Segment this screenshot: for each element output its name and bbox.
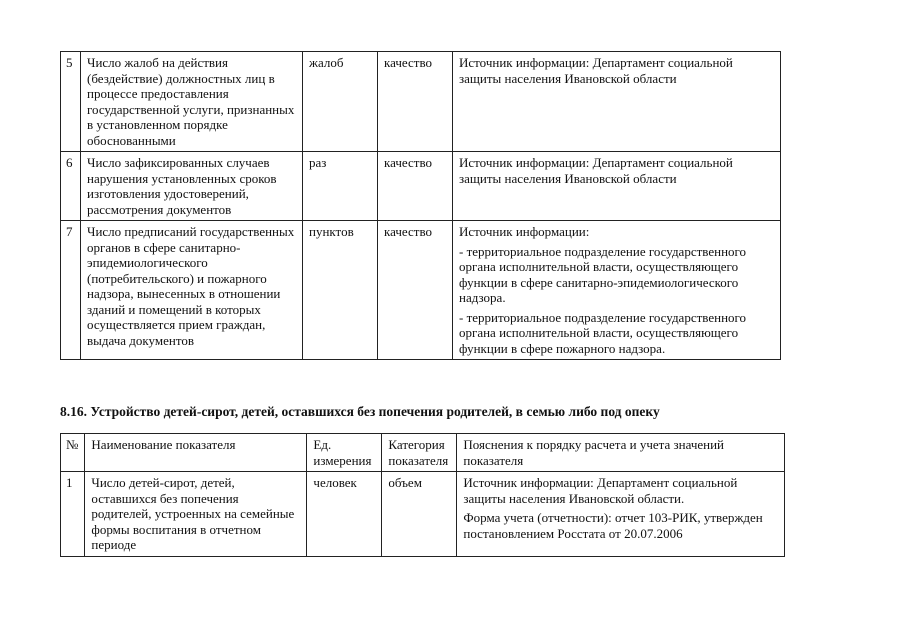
indicators-table-continued [60,51,781,360]
table-row [61,472,785,557]
table-row [61,52,781,152]
column-header-number: № [61,434,85,472]
notes-paragraph: Источник информации: Департамент социальной защиты населения Ивановской области. [463,475,738,506]
calculation-notes [457,472,785,557]
indicator-category: качество [378,52,453,152]
section-heading: 8.16. Устройство детей-сирот, детей, оставшихся без попечения родителей, в семью либо под опеку [60,404,660,419]
row-number: 1 [61,472,85,557]
unit-of-measure: пунктов [303,221,378,360]
table-row [61,152,781,221]
column-header-notes: Пояснения к порядку расчета и учета значений показателя [457,434,785,472]
row-number: 6 [61,152,81,221]
table-header-row [61,434,785,472]
indicator-category: качество [378,221,453,360]
indicator-name: Число детей-сирот, детей, оставшихся без попечения родителей, устроенных на семейные формы воспитания в отчетном периоде [85,472,307,557]
indicators-table [60,433,785,557]
indicator-name: Число зафиксированных случаев нарушения установленных сроков изготовления удостоверений, рассмотрения документов [81,152,303,221]
calculation-notes [453,52,781,152]
notes-paragraph: - территориальное подразделение государственного органа исполнительной власти, осуществляющего функции в сфере пожарного надзора. [459,309,747,356]
indicator-category: качество [378,152,453,221]
indicator-category: объем [382,472,457,557]
row-number: 5 [61,52,81,152]
table-row [61,221,781,360]
notes-paragraph: Форма учета (отчетности): отчет 103-РИК, утвержден постановлением Росстата от 20.07.2006 [463,510,763,541]
notes-paragraph: Источник информации: Департамент социальной защиты населения Ивановской области [459,155,733,186]
indicator-name: Число жалоб на действия (бездействие) должностных лиц в процессе предоставления государственной услуги, признанных в установленном порядке обоснованными [81,52,303,152]
notes-paragraph: Источник информации: Департамент социальной защиты населения Ивановской области [459,55,733,86]
notes-paragraph: Источник информации: [459,224,590,239]
unit-of-measure: жалоб [303,52,378,152]
unit-of-measure: человек [307,472,382,557]
column-header-category: Категория показателя [382,434,457,472]
notes-paragraph: - территориальное подразделение государственного органа исполнительной власти, осуществляющего функции в сфере санитарно-эпидемиологического надзора. [459,243,747,305]
column-header-unit: Ед. измерения [307,434,382,472]
calculation-notes [453,221,781,360]
column-header-name: Наименование показателя [85,434,307,472]
calculation-notes [453,152,781,221]
indicator-name: Число предписаний государственных органов в сфере санитарно-эпидемиологического (потребительского) и пожарного надзора, вынесенных в отношении зданий и помещений в которых осуществляется прием граждан, выдача документов [81,221,303,360]
unit-of-measure: раз [303,152,378,221]
row-number: 7 [61,221,81,360]
